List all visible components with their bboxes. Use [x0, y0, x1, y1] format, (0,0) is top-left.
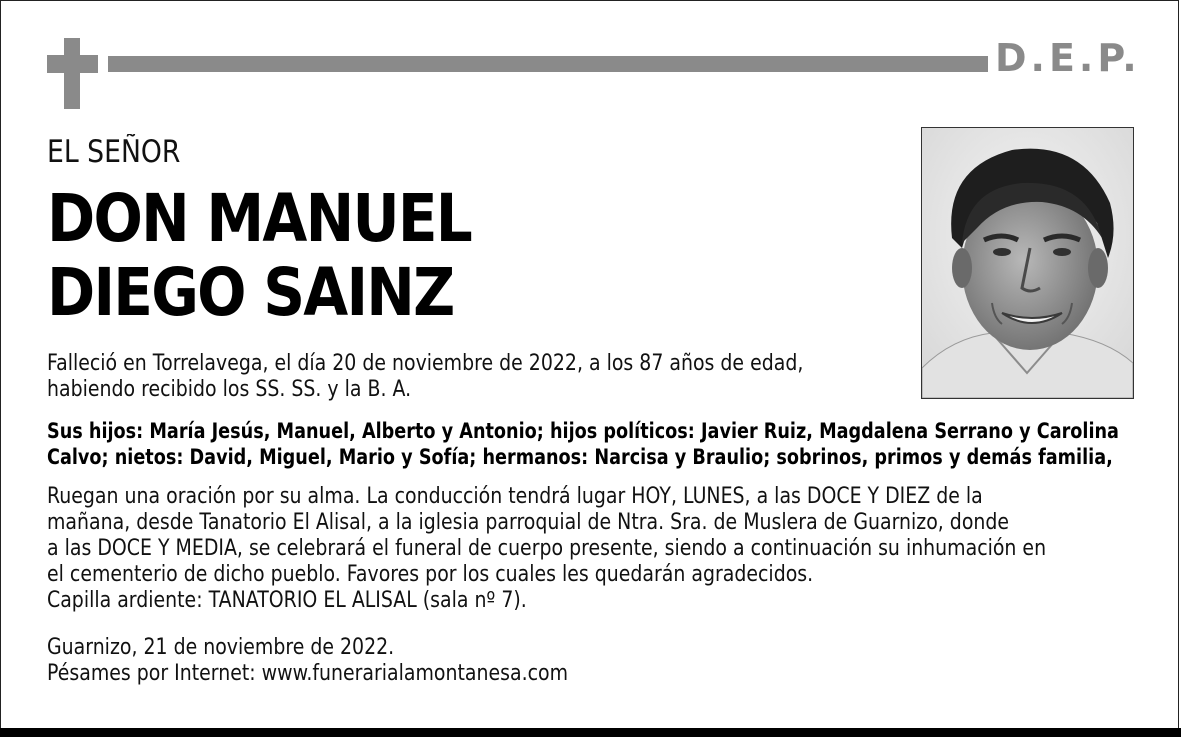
family-line-1: Sus hijos: María Jesús, Manuel, Alberto y Antonio; hijos políticos: Javier Ruiz, Magdalena Serrano y Carolina [47, 419, 1119, 443]
place-date: Guarnizo, 21 de noviembre de 2022. [47, 635, 395, 660]
death-notice-line-2: habiendo recibido los SS. SS. y la B. A. [47, 377, 412, 402]
death-notice-line-1: Falleció en Torrelavega, el día 20 de noviembre de 2022, a los 87 años de edad, [47, 351, 804, 376]
ceremony-line-2: mañana, desde Tanatorio El Alisal, a la iglesia parroquial de Ntra. Sra. de Muslera de Guarnizo, donde [47, 510, 1010, 535]
honorific: EL SEÑOR [47, 134, 181, 170]
cross-icon [64, 38, 80, 109]
family-line-2: Calvo; nietos: David, Miguel, Mario y Sofía; hermanos: Narcisa y Braulio; sobrinos, primos y demás familia, [47, 445, 1113, 469]
ceremony-details [47, 484, 1046, 614]
bottom-border [0, 728, 1181, 737]
name-line-2: DIEGO SAINZ [47, 254, 454, 331]
dep-heading: D.E.P. [995, 36, 1141, 80]
name-line-1: DON MANUEL [47, 180, 472, 257]
death-notice [47, 351, 803, 403]
ceremony-line-5: Capilla ardiente: TANATORIO EL ALISAL (sala nº 7). [47, 588, 527, 613]
portrait-photo [921, 127, 1134, 399]
family-list [47, 418, 1119, 470]
header-rule [108, 56, 988, 72]
deceased-name [47, 182, 471, 330]
ceremony-line-3: a las DOCE Y MEDIA, se celebrará el funeral de cuerpo presente, siendo a continuación su inhumación en [47, 536, 1047, 561]
footer [47, 635, 568, 687]
ceremony-line-4: el cementerio de dicho pueblo. Favores por los cuales les quedarán agradecidos. [47, 562, 814, 587]
condolences-link: Pésames por Internet: www.funerarialamontanesa.com [47, 661, 569, 686]
cross-icon-arm [47, 55, 98, 73]
ceremony-line-1: Ruegan una oración por su alma. La conducción tendrá lugar HOY, LUNES, a las DOCE Y DIEZ de la [47, 484, 983, 509]
portrait-image [922, 128, 1133, 398]
